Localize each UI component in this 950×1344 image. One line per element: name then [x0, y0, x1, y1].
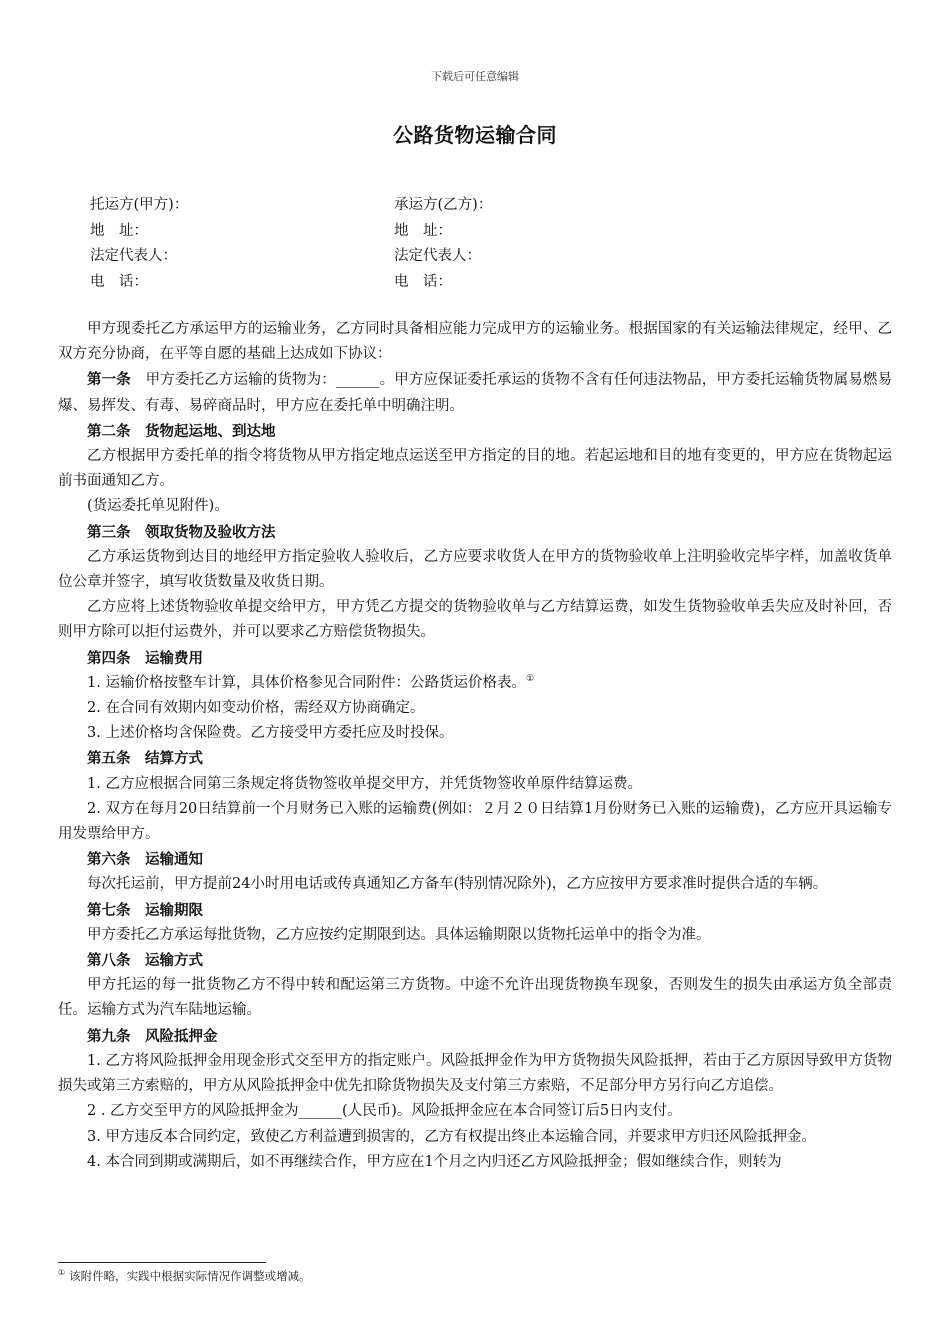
article-number: 第三条 — [87, 523, 131, 541]
paragraph-text: (货运委托单见附件)。 — [87, 498, 229, 515]
paragraph-text: 甲方托运的每一批货物乙方不得中转和配运第三方货物。中途不允许出现货物换车现象，否则发生的损失由承运方负全部责任。运输方式为汽车陆地运输。 — [58, 977, 892, 1019]
article-heading — [58, 746, 892, 771]
article-heading — [58, 419, 892, 444]
article-number: 第八条 — [87, 952, 131, 970]
carrier-phone-label: 电 话： — [394, 273, 452, 290]
paragraph-text: 2. 双方在每月20日结算前一个月财务已入账的运输费(例如：２月２０日结算1月份财务已入账的运输费)，乙方应开具运输专用发票给甲方。 — [58, 800, 892, 843]
body-paragraph — [58, 872, 892, 897]
paragraph-text: 3. 甲方违反本合同约定，致使乙方利益遭到损害的，乙方有权提出终止本运输合同，并要求甲方归还风险抵押金。 — [87, 1128, 816, 1145]
article-number: 第六条 — [87, 851, 131, 869]
article-title: 结算方式 — [130, 750, 203, 768]
article-heading — [58, 646, 892, 671]
body-paragraph — [58, 545, 892, 595]
body-paragraph — [58, 923, 892, 948]
article-number: 第七条 — [87, 901, 131, 919]
body-paragraph — [58, 797, 892, 847]
shipper-address-label: 地 址： — [90, 222, 148, 239]
paragraph-text: 4. 本合同到期或满期后，如不再继续合作，甲方应在1个月之内归还乙方风险抵押金；假如继续合作，则转为 — [87, 1153, 782, 1170]
party-row — [90, 193, 890, 219]
article-title: 货物起运地、到达地 — [130, 422, 276, 440]
party-info-block — [90, 193, 890, 295]
shipper-label: 托运方(甲方)： — [90, 197, 189, 213]
article-heading — [58, 898, 892, 923]
article-number: 第四条 — [87, 649, 131, 667]
paragraph-text: 1. 乙方将风险抵押金用现金形式交至甲方的指定账户。风险抵押金作为甲方货物损失风险抵押，若由于乙方原因导致甲方货物损失或第三方索赔的，甲方从风险抵押金中优先扣除货物损失及支付第三方索赔，不足部分甲方另行向乙方追偿。 — [58, 1052, 892, 1095]
article-title: 运输期限 — [130, 901, 203, 919]
paragraph-text: 乙方应将上述货物验收单提交给甲方，甲方凭乙方提交的货物验收单与乙方结算运费，如发生货物验收单丢失应及时补回，否则甲方除可以拒付运费外，并可以要求乙方赔偿货物损失。 — [58, 599, 892, 641]
article-title: 运输方式 — [130, 952, 203, 970]
paragraph-text: 甲方现委托乙方承运甲方的运输业务，乙方同时具备相应能力完成甲方的运输业务。根据国家的有关运输法律规定，经甲、乙双方充分协商，在平等自愿的基础上达成如下协议： — [58, 321, 892, 363]
footnote-mark: ① — [58, 1268, 66, 1278]
footnote — [58, 1268, 311, 1284]
article-heading — [58, 520, 892, 545]
article-title: 运输通知 — [130, 851, 203, 869]
paragraph-text: 甲方委托乙方承运每批货物，乙方应按约定期限到达。具体运输期限以货物托运单中的指令为准。 — [87, 926, 711, 943]
party-row — [90, 219, 890, 245]
article-number: 第九条 — [87, 1027, 131, 1045]
paragraph-text: 乙方承运货物到达目的地经甲方指定验收人验收后，乙方应要求收货人在甲方的货物验收单上注明验收完毕字样，加盖收货单位公章并签字，填写收货数量及收货日期。 — [58, 548, 892, 591]
body-paragraph — [58, 317, 892, 367]
carrier-representative-label: 法定代表人： — [394, 248, 481, 264]
paragraph-text: 3. 上述价格均含保险费。乙方接受甲方委托应及时投保。 — [87, 725, 454, 742]
body-paragraph — [58, 671, 892, 696]
paragraph-text: 1. 运输价格按整车计算，具体价格参见合同附件：公路货运价格表。 — [87, 674, 526, 691]
footnote-reference: ① — [525, 674, 535, 685]
article-text: 甲方委托乙方运输的货物为：______。甲方应保证委托承运的货物不含有任何违法物品，甲方委托运输货物属易燃易爆、易挥发、有毒、易碎商品时，甲方应在委托单中明确注明。 — [58, 372, 893, 414]
paragraph-text: 乙方根据甲方委托单的指令将货物从甲方指定地点运送至甲方指定的目的地。若起运地和目的地有变更的，甲方应在货物起运前书面通知乙方。 — [58, 448, 892, 490]
header-note: 下载后可任意编辑 — [431, 70, 519, 83]
paragraph-text: 2. 在合同有效期内如变动价格，需经双方协商确定。 — [87, 700, 425, 717]
article-number: 第五条 — [87, 750, 131, 768]
carrier-address-label: 地 址： — [394, 222, 452, 239]
body-paragraph — [58, 772, 892, 797]
body-paragraph — [58, 1099, 892, 1124]
article-paragraph — [58, 367, 892, 418]
footnote-text: 该附件略，实践中根据实际情况作调整或增减。 — [69, 1269, 311, 1283]
party-row — [90, 270, 890, 296]
contract-body — [58, 317, 892, 1175]
article-number: 第一条 — [87, 371, 131, 389]
body-paragraph — [58, 1150, 892, 1175]
body-paragraph — [58, 1049, 892, 1099]
body-paragraph — [58, 721, 892, 746]
party-row — [90, 244, 890, 270]
body-paragraph — [58, 973, 892, 1023]
paragraph-text: 2 . 乙方交至甲方的风险抵押金为______(人民币)。风险抵押金应在本合同签订后5日内支付。 — [87, 1103, 682, 1120]
body-paragraph — [58, 595, 892, 645]
shipper-phone-label: 电 话： — [90, 273, 148, 290]
article-title: 运输费用 — [130, 649, 203, 667]
shipper-representative-label: 法定代表人： — [90, 248, 177, 264]
article-heading — [58, 948, 892, 973]
body-paragraph — [58, 696, 892, 721]
article-heading — [58, 847, 892, 872]
paragraph-text: 1. 乙方应根据合同第三条规定将货物签收单提交甲方，并凭货物签收单原件结算运费。 — [87, 775, 642, 792]
paragraph-text: 每次托运前，甲方提前24小时用电话或传真通知乙方备车(特别情况除外)，乙方应按甲方要求准时提供合适的车辆。 — [87, 876, 828, 893]
body-paragraph — [58, 444, 892, 494]
article-title: 领取货物及验收方法 — [130, 523, 276, 541]
body-paragraph — [58, 494, 892, 519]
body-paragraph — [58, 1125, 892, 1150]
article-heading — [58, 1024, 892, 1049]
carrier-label: 承运方(乙方)： — [394, 197, 493, 213]
document-title: 公路货物运输合同 — [393, 123, 557, 147]
article-number: 第二条 — [87, 422, 131, 440]
footnote-divider — [58, 1262, 266, 1263]
article-title: 风险抵押金 — [130, 1027, 218, 1045]
